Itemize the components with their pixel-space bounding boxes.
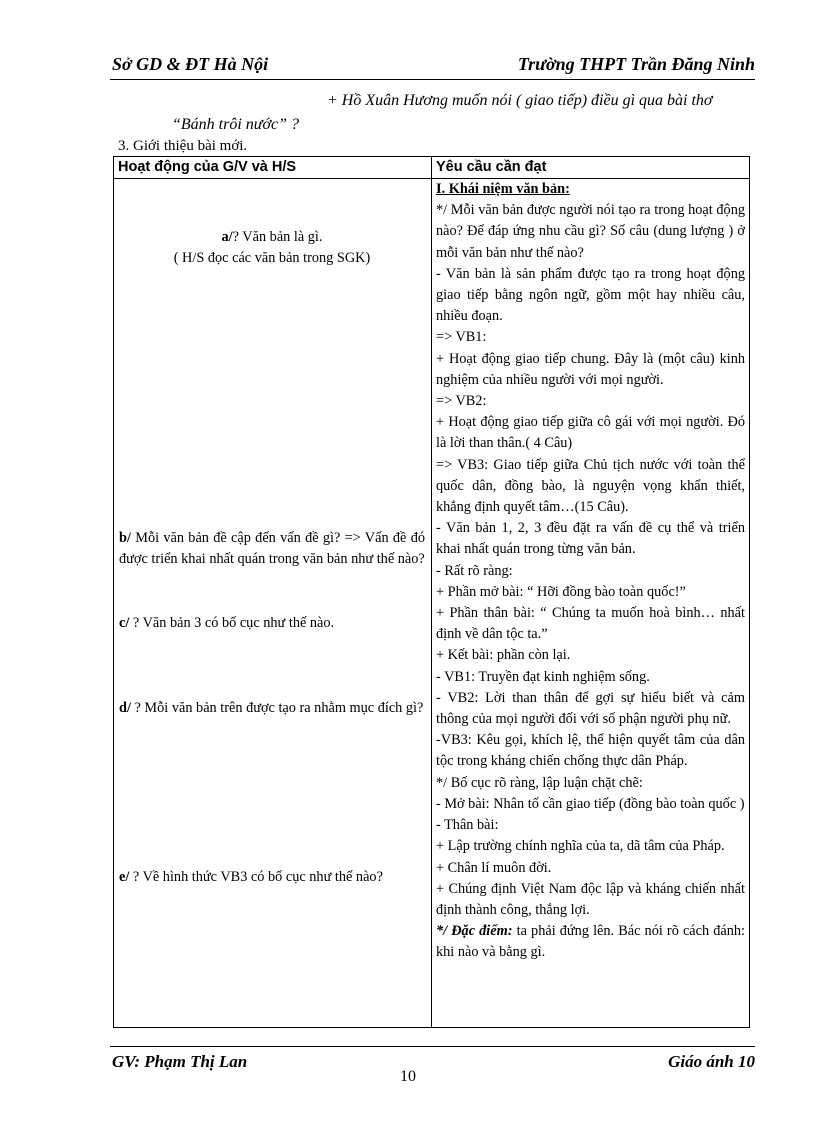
answer-line: - Rất rõ ràng: [436, 562, 513, 579]
page-header [110, 52, 755, 80]
question-b: b/ Mỗi văn bản đề cập đến vấn đề gì? => Vấn đề đó được triển khai nhất quán trong văn bản như thế nào? [119, 530, 425, 568]
question-d: d/ ? Mỗi văn bản trên được tạo ra nhằm mục đích gì? [119, 700, 424, 716]
answer-line: - Văn bản là sản phẩm được tạo ra trong hoạt động giao tiếp bằng ngôn ngữ, gồm một hay nhiều câu, nhiều đoạn. [436, 265, 745, 325]
footer-lesson-plan: Giáo ánh 10 [668, 1052, 755, 1071]
answer-line: + Lập trường chính nghĩa của ta, dã tâm của Pháp. [436, 838, 725, 855]
answer-line: + Hoạt động giao tiếp giữa cô gái với mọi người. Đó là lời than thân.( 4 Câu) [436, 414, 745, 452]
table-row [114, 179, 750, 1028]
header-requirements: Yêu cầu cần đạt [432, 157, 750, 179]
requirements-column [432, 179, 750, 1028]
answer-line-features: */ Đặc điểm: ta phải đứng lên. Bác nói rõ cách đánh: khi nào và bằng gì. [436, 923, 745, 961]
section-title: I. Khái niệm văn bản: [436, 181, 570, 197]
answer-line: - Thân bài: [436, 817, 499, 834]
question-a-sub: ( H/S đọc các văn bản trong SGK) [173, 250, 371, 267]
answer-line: - VB1: Truyền đạt kinh nghiệm sống. [436, 668, 650, 685]
intro-question-line2: “Bánh trôi nước” ? [172, 116, 300, 133]
question-c: c/ ? Văn bản 3 có bố cục như thế nào. [119, 615, 335, 631]
lesson-table [113, 156, 750, 1028]
answer-line: - Mở bài: Nhân tố cần giao tiếp (đồng bào toàn quốc ) [436, 795, 745, 812]
header-activities: Hoạt động của G/V và H/S [114, 157, 432, 179]
answer-line: + Phần thân bài: “ Chúng ta muốn hoà bình… nhất định về dân tộc ta.” [436, 605, 745, 643]
answer-line: => VB2: [436, 393, 487, 410]
answer-line: - VB2: Lời than thân để gợi sự hiểu biết và cảm thông của mọi người đối với số phận người phụ nữ. [436, 689, 745, 728]
header-department: Sở GD & ĐT Hà Nội [112, 54, 269, 74]
question-a: a/? Văn bản là gì. ( H/S đọc các văn bản trong SGK) [173, 229, 371, 267]
answer-line: -VB3: Kêu gọi, khích lệ, thể hiện quyết tâm của dân tộc trong kháng chiến chống thực dân Pháp. [436, 732, 745, 770]
answer-line: => VB1: [436, 329, 487, 346]
footer-teacher: GV: Phạm Thị Lan [112, 1052, 248, 1071]
answer-line: + Chân lí muôn đời. [436, 859, 552, 876]
answer-line: + Kết bài: phần còn lại. [436, 647, 571, 664]
page-number: 10 [400, 1068, 416, 1085]
intro-question-line1: + Hồ Xuân Hương muốn nói ( giao tiếp) điều gì qua bài thơ [327, 92, 713, 109]
answer-line: => VB3: Giao tiếp giữa Chủ tịch nước với toàn thể quốc dân, đồng bào, là nguyện vọng khẩn thiết, khẳng định quyết tâm…(15 Câu). [436, 456, 745, 516]
answer-line: */ Mỗi văn bản được người nói tạo ra trong hoạt động nào? Để đáp ứng nhu cầu gì? Số câu (dung lượng ) ở mỗi văn bản như thế nào? [436, 202, 745, 261]
header-school: Trường THPT Trần Đăng Ninh [517, 54, 755, 74]
intro-new-lesson: 3. Giới thiệu bài mới. [118, 138, 248, 154]
answer-line: + Hoạt động giao tiếp chung. Đây là (một câu) kinh nghiệm của nhiều người với mọi người. [436, 350, 745, 388]
table-header-row [114, 157, 750, 179]
question-e: e/ ? Về hình thức VB3 có bố cục như thế nào? [119, 869, 383, 885]
answer-line: - Văn bản 1, 2, 3 đều đặt ra vấn đề cụ thể và triển khai nhất quán trong từng văn bản. [436, 520, 745, 558]
answer-line: + Chúng định Việt Nam độc lập và kháng chiến nhất định thành công, thắng lợi. [436, 880, 745, 918]
answer-line: + Phần mở bài: “ Hỡi đồng bào toàn quốc!” [436, 583, 686, 600]
answer-line: */ Bố cục rõ ràng, lập luận chặt chẽ: [436, 774, 643, 791]
activities-column [114, 179, 432, 1028]
